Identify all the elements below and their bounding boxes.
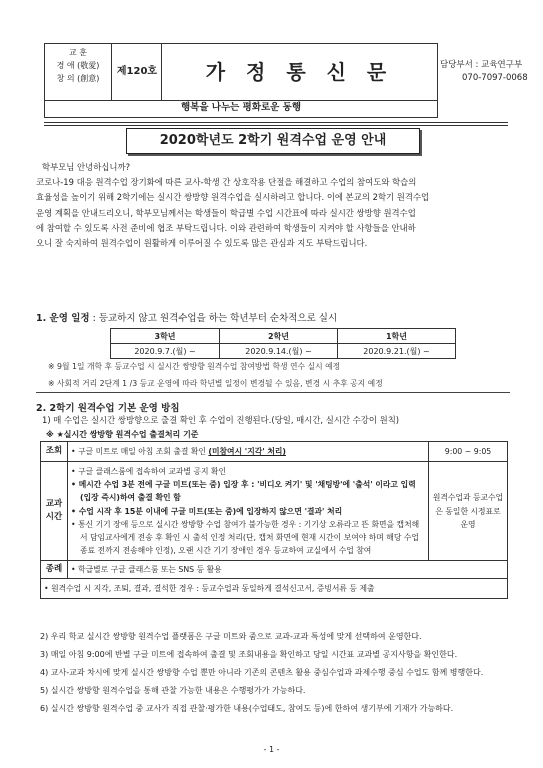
motto-line-1: 경 애 (敬愛) — [56, 61, 100, 70]
attendance-subhead: ※ ★실시간 쌍방향 원격수업 출결처리 기준 — [46, 430, 199, 439]
section-2-item-1: 1) 매 수업은 실시간 쌍방향으로 출결 확인 후 수업이 진행된다.(당일, 매시간, 실시간 수강이 원칙) — [42, 415, 400, 425]
contact-info — [440, 58, 540, 88]
intro-line: 운영 계획을 안내드리오니, 학부모님께서는 학생들이 학급별 수업 시간표에 따라 실시간 쌍방향 원격수업 — [36, 207, 416, 218]
homeroom-label: 조회 — [41, 442, 68, 462]
newsletter-header — [44, 43, 438, 101]
intro-line: 에 참여할 수 있도록 사전 준비에 협조 부탁드립니다. 이와 관련하여 학생들이 지켜야 할 사항들을 안내하 — [36, 222, 416, 233]
closing-label: 종례 — [41, 561, 68, 579]
section-1-desc: : 등교하지 않고 원격수업을 하는 학년부터 순차적으로 실시 — [89, 313, 338, 324]
class-time-rules — [68, 462, 429, 561]
class-time-label: 교과 시간 — [41, 462, 68, 561]
homeroom-penalty: (미참여시 '지각' 처리) — [208, 446, 286, 456]
greeting: 학부모님 안녕하십니까? — [42, 162, 131, 172]
header-divider — [44, 122, 508, 126]
grade-2-header: 2학년 — [220, 329, 338, 344]
page-number: - 1 - — [263, 745, 280, 754]
homeroom-desc: • 구글 미트로 매일 아침 조회 출결 확인 — [71, 446, 209, 456]
section-1-title: 1. 운영 일정 — [36, 313, 90, 324]
rule-item: • 구글 클래스룸에 접속하여 교과별 공지 확인 — [71, 467, 227, 476]
intro-text — [36, 160, 510, 251]
attendance-table — [40, 441, 508, 599]
section-1-heading — [36, 310, 337, 324]
homeroom-text — [68, 442, 429, 462]
rule-item: • 수업 시작 후 15분 이내에 구글 미트(또는 줌)에 입장하지 않으면 '결과' 처리 — [71, 506, 343, 516]
school-motto — [45, 44, 112, 100]
section-2-heading: 2. 2학기 원격수업 기본 운영 방침 — [36, 403, 180, 414]
issue-number: 제120호 — [113, 44, 162, 100]
grade-2-date: 2020.9.14.(월) ~ — [220, 344, 338, 359]
policy-item: 2) 우리 학교 실시간 쌍방향 원격수업 플랫폼은 구글 미트와 줌으로 교과-교과 특성에 맞게 선택하여 운영한다. — [40, 632, 422, 641]
motto-line-2: 창 의 (創意) — [56, 74, 100, 83]
policy-item: 4) 교사-교과 차시에 맞게 실시간 쌍방향 수업 뿐만 아니라 기존의 콘텐츠 활용 중심수업과 과제수행 중심 수업도 함께 병행한다. — [40, 668, 484, 677]
rule-item: • 통신 기기 장애 등으로 실시간 쌍방향 수업 참여가 불가능한 경우 : 기기상 오류라고 뜬 화면을 캡처해서 담임교사에게 전송 후 확인 시 출석 인정 처리(단, 캡처 화면에 현재 시간이 보여야 하며 해당 수업 종료 전까지 전송해야 인정), 오랜 시간 기기 장애인 경우 등교하여 교실에서 수업 참여 — [71, 519, 420, 556]
divider — [36, 392, 510, 393]
closing-text: • 학급별로 구글 클래스룸 또는 SNS 등 활용 — [68, 561, 508, 579]
grade-1-date: 2020.9.21.(월) ~ — [338, 344, 456, 359]
policy-item: 5) 실시간 쌍방향 원격수업을 통해 관찰 가능한 내용은 수행평가가 가능하다. — [40, 686, 306, 695]
phone-number: 070-7097-0068 — [462, 73, 528, 83]
grade-3-header: 3학년 — [111, 329, 220, 344]
schedule-note-1: ※ 9월 1일 개학 후 등교수업 시 실시간 쌍방향 원격수업 참여방법 학생 연수 실시 예정 — [48, 362, 341, 371]
department: 담당부서 : 교육연구부 — [440, 60, 523, 70]
schedule-note-2: ※ 사회적 거리 2단계 1 /3 등교 운영에 따라 학년별 일정이 변경될 수 있음, 변경 시 추후 공지 예정 — [48, 379, 383, 388]
school-slogan: 행복을 나누는 평화로운 동행 — [44, 99, 438, 118]
rule-item: • 메시간 수업 3분 전에 구글 미트(또는 줌) 입장 후 : '비디오 켜기' 및 '채팅방'에 '출석' 이라고 입력(입장 즉시)하여 출결 확인 함 — [71, 480, 416, 503]
policy-item: 3) 매일 아침 9:00에 반별 구글 미트에 접속하여 출결 및 조회내용을 확인하고 당일 시간표 교과별 공지사항을 확인한다. — [40, 650, 458, 659]
grade-3-date: 2020.9.7.(월) ~ — [111, 344, 220, 359]
intro-line: 오니 잘 숙지하여 원격수업이 원활하게 이루어질 수 있도록 많은 관심과 지도 부탁드립니다. — [36, 238, 368, 249]
motto-heading: 교 훈 — [69, 48, 87, 57]
timetable-note: 원격수업과 등교수업은 동일한 시정표로 운영 — [429, 462, 508, 561]
grade-1-header: 1학년 — [338, 329, 456, 344]
policy-item: 6) 실시간 쌍방향 원격수업 중 교사가 직접 관찰·평가한 내용(수업태도, 참여도 등)에 한하여 생기부에 기재가 가능하다. — [40, 704, 454, 713]
intro-line: 효율성을 높이기 위해 2학기에는 실시간 쌍방향 원격수업을 실시하려고 합니다. 이에 본교의 2학기 원격수업 — [36, 192, 430, 203]
homeroom-time: 9:00 ~ 9:05 — [429, 442, 508, 462]
policy-items — [40, 628, 514, 718]
newsletter-title: 가 정 통 신 문 — [205, 60, 394, 84]
main-title: 2020학년도 2학기 원격수업 운영 안내 — [126, 128, 420, 154]
schedule-table — [110, 328, 456, 359]
absence-note: • 원격수업 시 지각, 조퇴, 결과, 결석한 경우 : 등교수업과 동일하게 결석신고서, 증빙서류 등 제출 — [41, 579, 508, 599]
intro-line: 코로나-19 대응 원격수업 장기화에 따른 교사-학생 간 상호작용 단절을 해결하고 수업의 참여도와 학습의 — [36, 177, 417, 188]
